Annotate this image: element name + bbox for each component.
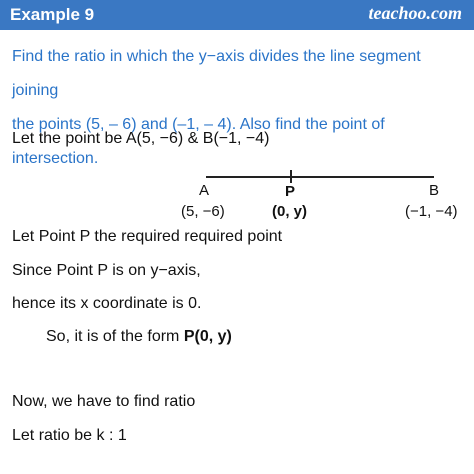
segment-line — [206, 176, 434, 178]
intro-line: Let the point be A(5, −6) & B(−1, −4) — [12, 130, 270, 147]
header-bar — [0, 0, 474, 30]
step-line-4 — [46, 328, 232, 346]
step-line-5: Now, we have to find ratio — [12, 393, 196, 410]
example-title: Example 9 — [10, 5, 95, 24]
step-line-3: hence its x coordinate is 0. — [12, 295, 202, 312]
point-a-label: A — [199, 182, 210, 199]
point-a-coord: (5, −6) — [181, 203, 225, 220]
step-line-1: Let Point P the required required point — [12, 228, 283, 245]
question-line-1: Find the ratio in which the y−axis divides the line segment joining — [12, 48, 421, 99]
step-line-2: Since Point P is on y−axis, — [12, 262, 201, 279]
point-p-tick — [290, 170, 292, 183]
question-line-2: the points (5, – 6) and (–1, – 4). Also find the point of intersection. — [12, 116, 385, 167]
teachoo-logo: teachoo.com — [368, 3, 462, 23]
point-p-coord: (0, y) — [272, 203, 308, 220]
step-line-6: Let ratio be k : 1 — [12, 427, 127, 444]
point-b-label: B — [429, 182, 440, 199]
point-p-form: P(0, y) — [183, 328, 232, 345]
point-p-label: P — [285, 183, 296, 200]
question-text — [12, 40, 468, 176]
step-line-4-text: So, it is of the form — [46, 328, 184, 345]
point-b-coord: (−1, −4) — [405, 203, 458, 220]
